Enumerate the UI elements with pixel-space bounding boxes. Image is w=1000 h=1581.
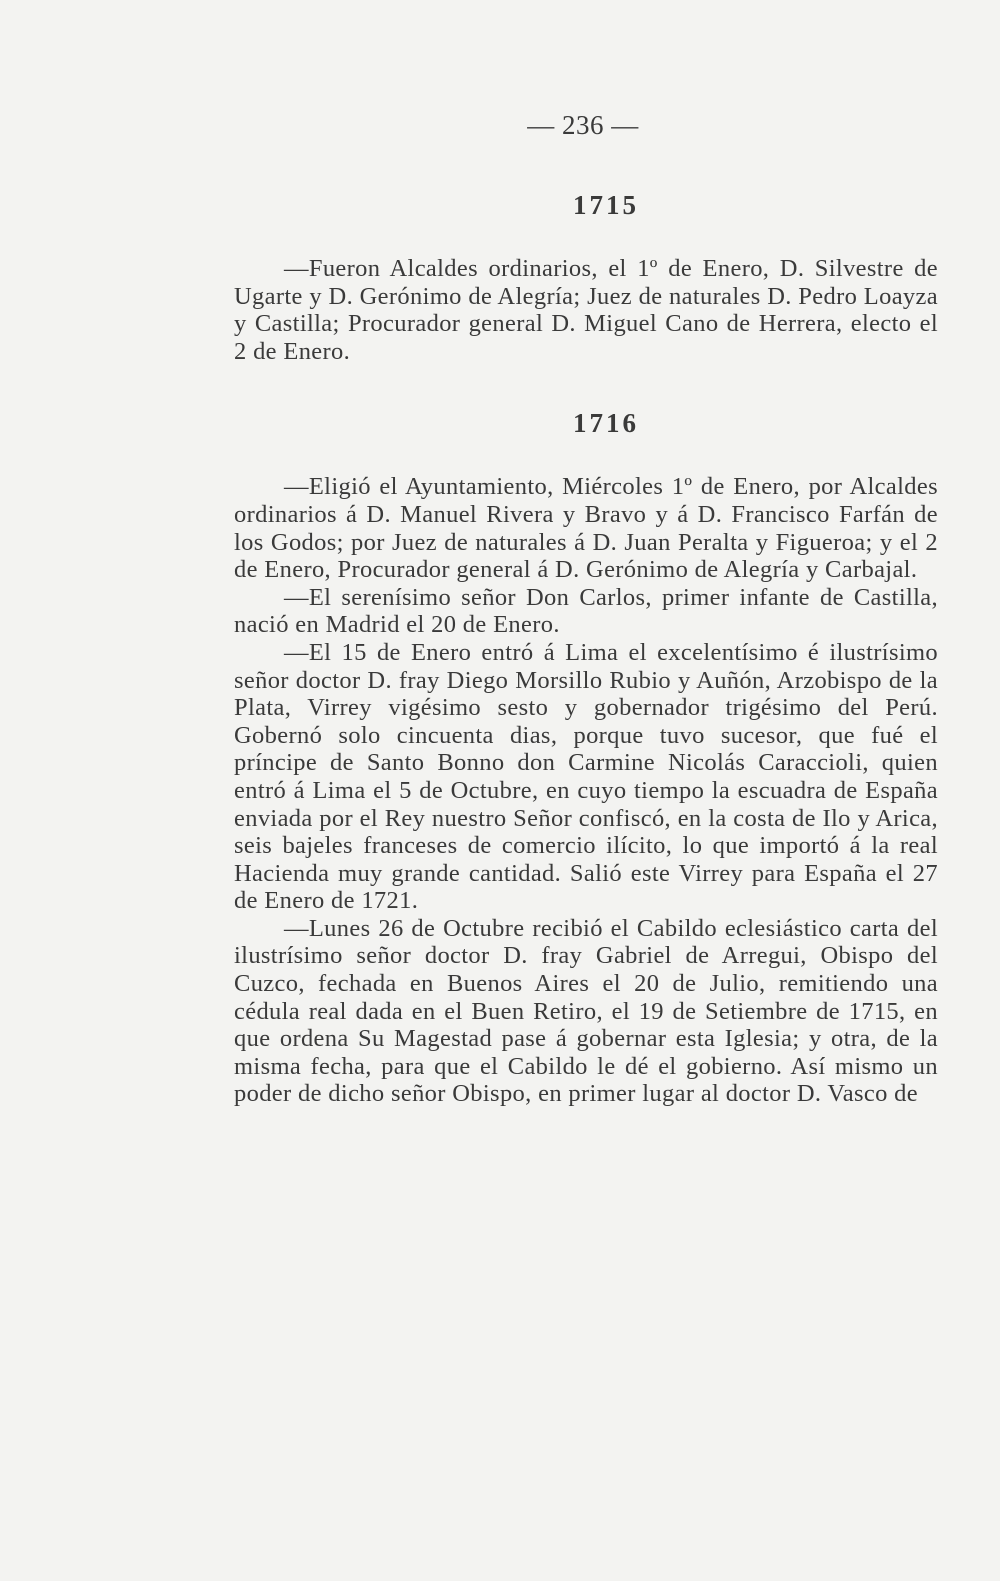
year-heading-1716: 1716 bbox=[573, 408, 639, 439]
paragraph-1716-cabildo: —Lunes 26 de Octubre recibió el Cabildo eclesiástico carta del ilustrísimo señor doctor D. fray Gabriel de Arregui, Obispo del Cuzco, fechada en Buenos Aires el 20 de Julio, remitiendo una cédula real dada en el Buen Retiro, el 19 de Setiembre de 1715, en que ordena Su Magestad pase á gobernar esta Iglesia; y otra, de la misma fecha, para que el Cabildo le dé el gobierno. Así mismo un poder de dicho señor Obispo, en primer lugar al doctor D. Vasco de bbox=[234, 914, 938, 1108]
text-block bbox=[234, 185, 938, 1108]
paragraph-1715-alcaldes: —Fueron Alcaldes ordinarios, el 1º de Enero, D. Silvestre de Ugarte y D. Gerónimo de Alegría; Juez de naturales D. Pedro Loayza y Castilla; Procurador general D. Miguel Cano de Herrera, electo el 2 de Enero. bbox=[234, 255, 938, 365]
paragraph-1716-infante: —El serenísimo señor Don Carlos, primer infante de Castilla, nació en Madrid el 20 de Enero. bbox=[234, 583, 938, 639]
paragraph-1716-virrey: —El 15 de Enero entró á Lima el excelentísimo é ilustrísimo señor doctor D. fray Diego Morsillo Rubio y Auñón, Arzobispo de la Plata, Virrey vigésimo sesto y gobernador trigésimo del Perú. Gobernó solo cincuenta dias, porque tuvo sucesor, que fué el príncipe de Santo Bonno don Carmine Nicolás Caraccioli, quien entró á Lima el 5 de Octubre, en cuyo tiempo la escuadra de España enviada por el Rey nuestro Señor confiscó, en la costa de Ilo y Arica, seis bajeles franceses de comercio ilícito, lo que importó á la real Hacienda muy grande cantidad. Salió este Virrey para España el 27 de Enero de 1721. bbox=[234, 638, 938, 915]
paragraph-1716-ayuntamiento: —Eligió el Ayuntamiento, Miércoles 1º de Enero, por Alcaldes ordinarios á D. Manuel Rivera y Bravo y á D. Francisco Farfán de los Godos; por Juez de naturales á D. Juan Peralta y Figueroa; y el 2 de Enero, Procurador general á D. Gerónimo de Alegría y Carbajal. bbox=[234, 473, 938, 584]
page-number: — 236 — bbox=[527, 110, 639, 140]
year-heading-1715: 1715 bbox=[573, 190, 639, 220]
